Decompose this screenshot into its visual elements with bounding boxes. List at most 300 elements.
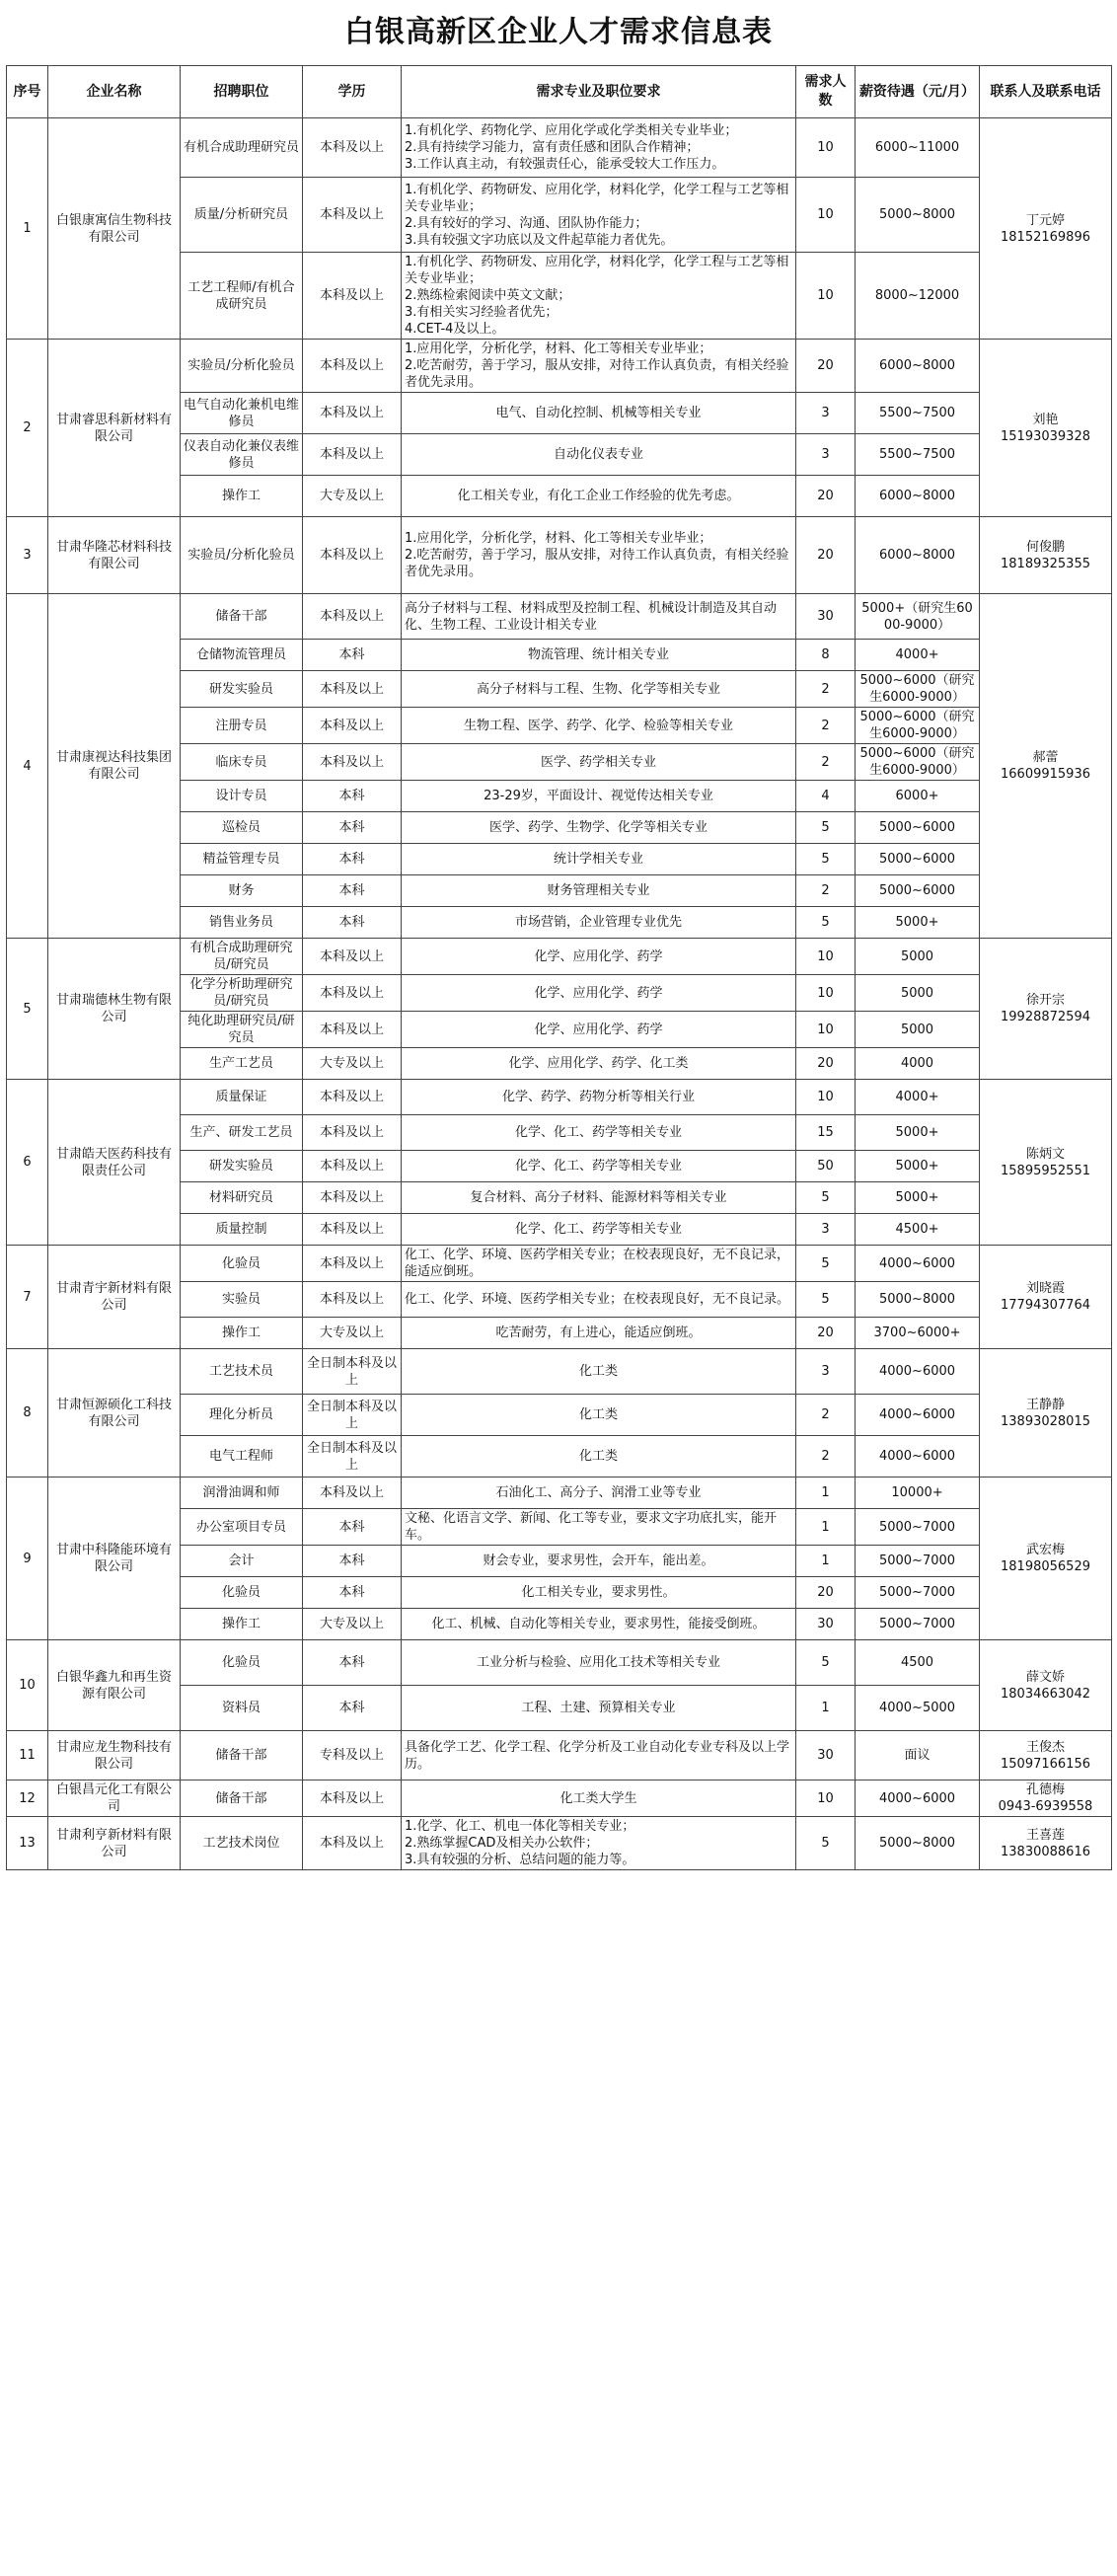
requirement-line: 2.熟练检索阅读中英文文献； xyxy=(405,288,571,303)
education-cell: 本科及以上 xyxy=(303,1477,402,1509)
salary-cell: 5000~6000（研究生6000-9000） xyxy=(856,708,980,744)
count-cell: 20 xyxy=(796,1048,856,1080)
table-row xyxy=(7,1477,1112,1509)
contact-name: 陈炳文 xyxy=(1025,1146,1065,1162)
count-cell: 2 xyxy=(796,671,856,708)
table-row xyxy=(7,1080,1112,1115)
requirements-cell xyxy=(402,1731,796,1780)
header-seq: 序号 xyxy=(7,66,48,118)
table-body xyxy=(7,118,1112,1870)
requirements-cell xyxy=(402,1817,796,1870)
seq-cell: 9 xyxy=(7,1477,48,1640)
requirements-cell xyxy=(402,812,796,844)
company-name-cell: 甘肃睿思科新材料有限公司 xyxy=(48,340,181,517)
count-cell: 20 xyxy=(796,517,856,594)
company-name-cell: 甘肃利亨新材料有限公司 xyxy=(48,1817,181,1870)
education-cell: 本科 xyxy=(303,1577,402,1609)
requirement-line: 23-29岁，平面设计、视觉传达相关专业 xyxy=(484,789,713,803)
requirements-cell xyxy=(402,1214,796,1246)
requirements-cell xyxy=(402,1151,796,1182)
education-cell: 本科 xyxy=(303,844,402,875)
contact-cell xyxy=(980,340,1112,517)
count-cell: 2 xyxy=(796,875,856,907)
salary-cell: 5000~6000（研究生6000-9000） xyxy=(856,671,980,708)
contact-name: 刘艳 xyxy=(1032,412,1059,427)
count-cell: 20 xyxy=(796,340,856,393)
requirements-cell xyxy=(402,907,796,939)
position-cell: 设计专员 xyxy=(181,781,303,812)
position-cell: 材料研究员 xyxy=(181,1182,303,1214)
count-cell: 10 xyxy=(796,253,856,340)
requirement-line: 医学、药学、生物学、化学等相关专业 xyxy=(488,820,707,835)
education-cell: 大专及以上 xyxy=(303,1048,402,1080)
position-cell: 精益管理专员 xyxy=(181,844,303,875)
position-cell: 化验员 xyxy=(181,1246,303,1282)
contact-cell xyxy=(980,1080,1112,1246)
education-cell: 本科及以上 xyxy=(303,708,402,744)
requirements-cell xyxy=(402,939,796,975)
requirement-line: 化学、药学、药物分析等相关行业 xyxy=(501,1090,695,1104)
position-cell: 实验员/分析化验员 xyxy=(181,517,303,594)
contact-phone: 17794307764 xyxy=(1001,1298,1090,1313)
position-cell: 化验员 xyxy=(181,1640,303,1686)
count-cell: 10 xyxy=(796,975,856,1012)
salary-cell: 5000 xyxy=(856,1012,980,1048)
count-cell: 30 xyxy=(796,1609,856,1640)
education-cell: 本科 xyxy=(303,640,402,671)
salary-cell: 6000~8000 xyxy=(856,476,980,517)
count-cell: 1 xyxy=(796,1546,856,1577)
header-position: 招聘职位 xyxy=(181,66,303,118)
position-cell: 质量控制 xyxy=(181,1214,303,1246)
education-cell: 本科及以上 xyxy=(303,1817,402,1870)
table-row xyxy=(7,1731,1112,1780)
company-name-cell: 甘肃康视达科技集团有限公司 xyxy=(48,594,181,939)
requirements-cell xyxy=(402,1509,796,1546)
education-cell: 本科及以上 xyxy=(303,1214,402,1246)
requirement-line: 化工相关专业，有化工企业工作经验的优先考虑。 xyxy=(457,489,740,503)
contact-phone: 19928872594 xyxy=(1001,1010,1090,1024)
table-row xyxy=(7,1246,1112,1282)
requirements-cell xyxy=(402,253,796,340)
requirements-cell xyxy=(402,1477,796,1509)
position-cell: 注册专员 xyxy=(181,708,303,744)
count-cell: 5 xyxy=(796,1282,856,1318)
requirement-line: 1.应用化学，分析化学，材料、化工等相关专业毕业； xyxy=(405,531,712,546)
salary-cell: 5000 xyxy=(856,975,980,1012)
seq-cell: 11 xyxy=(7,1731,48,1780)
count-cell: 20 xyxy=(796,476,856,517)
position-cell: 质量保证 xyxy=(181,1080,303,1115)
header-salary: 薪资待遇（元/月） xyxy=(856,66,980,118)
count-cell: 50 xyxy=(796,1151,856,1182)
count-cell: 4 xyxy=(796,781,856,812)
talent-demand-table xyxy=(6,65,1112,1870)
position-cell: 操作工 xyxy=(181,1609,303,1640)
position-cell: 储备干部 xyxy=(181,594,303,640)
contact-phone: 18198056529 xyxy=(1001,1559,1090,1574)
position-cell: 操作工 xyxy=(181,476,303,517)
position-cell: 生产、研发工艺员 xyxy=(181,1115,303,1151)
requirement-line: 吃苦耐劳，有上进心，能适应倒班。 xyxy=(495,1326,702,1340)
contact-phone: 15097166156 xyxy=(1001,1756,1090,1772)
salary-cell: 5000 xyxy=(856,939,980,975)
count-cell: 5 xyxy=(796,1640,856,1686)
education-cell: 本科及以上 xyxy=(303,1151,402,1182)
count-cell: 1 xyxy=(796,1477,856,1509)
position-cell: 储备干部 xyxy=(181,1780,303,1817)
requirement-line: 石油化工、高分子、润滑工业等专业 xyxy=(495,1485,702,1500)
requirement-line: 化工、化学、环境、医药学相关专业；在校表现良好，无不良记录，能适应倒班。 xyxy=(405,1248,790,1279)
contact-name: 郝蕾 xyxy=(1032,750,1059,765)
header-education: 学历 xyxy=(303,66,402,118)
requirement-line: 化工、化学、环境、医药学相关专业；在校表现良好，无不良记录。 xyxy=(405,1292,790,1307)
education-cell: 专科及以上 xyxy=(303,1731,402,1780)
table-row xyxy=(7,939,1112,975)
salary-cell: 4000 xyxy=(856,1048,980,1080)
count-cell: 5 xyxy=(796,907,856,939)
count-cell: 30 xyxy=(796,1731,856,1780)
salary-cell: 5000+（研究生6000-9000） xyxy=(856,594,980,640)
position-cell: 润滑油调和师 xyxy=(181,1477,303,1509)
education-cell: 本科及以上 xyxy=(303,1246,402,1282)
requirement-line: 化工类大学生 xyxy=(559,1790,637,1806)
seq-cell: 10 xyxy=(7,1640,48,1731)
education-cell: 全日制本科及以上 xyxy=(303,1349,402,1395)
education-cell: 本科 xyxy=(303,875,402,907)
contact-phone: 15193039328 xyxy=(1001,428,1090,444)
requirement-line: 1.有机化学、药物化学、应用化学或化学类相关专业毕业； xyxy=(405,123,738,138)
company-name-cell: 甘肃应龙生物科技有限公司 xyxy=(48,1731,181,1780)
salary-cell: 4000~6000 xyxy=(856,1246,980,1282)
contact-phone: 16609915936 xyxy=(1001,767,1090,782)
requirement-line: 电气、自动化控制、机械等相关专业 xyxy=(495,406,702,420)
seq-cell: 2 xyxy=(7,340,48,517)
salary-cell: 10000+ xyxy=(856,1477,980,1509)
salary-cell: 5000~6000 xyxy=(856,844,980,875)
requirement-line: 化学、化工、药学等相关专业 xyxy=(514,1222,682,1237)
education-cell: 大专及以上 xyxy=(303,1609,402,1640)
contact-name: 王俊杰 xyxy=(1025,1739,1065,1755)
seq-cell: 7 xyxy=(7,1246,48,1349)
count-cell: 3 xyxy=(796,393,856,434)
requirements-cell xyxy=(402,118,796,178)
contact-name: 何俊鹏 xyxy=(1025,539,1065,555)
requirements-cell xyxy=(402,875,796,907)
header-row xyxy=(7,66,1112,118)
salary-cell: 6000~8000 xyxy=(856,340,980,393)
education-cell: 本科及以上 xyxy=(303,118,402,178)
requirement-line: 2.吃苦耐劳，善于学习，服从安排，对待工作认真负责，有相关经验者优先录用。 xyxy=(405,548,789,579)
contact-name: 丁元婷 xyxy=(1025,212,1065,228)
education-cell: 全日制本科及以上 xyxy=(303,1436,402,1477)
education-cell: 本科 xyxy=(303,907,402,939)
education-cell: 本科及以上 xyxy=(303,939,402,975)
requirement-line: 2.吃苦耐劳，善于学习，服从安排，对待工作认真负责，有相关经验者优先录用。 xyxy=(405,358,789,390)
position-cell: 有机合成助理研究员/研究员 xyxy=(181,939,303,975)
education-cell: 本科 xyxy=(303,1509,402,1546)
contact-phone: 15895952551 xyxy=(1001,1163,1090,1178)
education-cell: 本科 xyxy=(303,1686,402,1731)
education-cell: 本科及以上 xyxy=(303,178,402,253)
requirements-cell xyxy=(402,1609,796,1640)
page-title: 白银高新区企业人才需求信息表 xyxy=(344,15,773,49)
requirement-line: 医学、药学相关专业 xyxy=(540,754,656,770)
company-name-cell: 甘肃瑞德林生物有限公司 xyxy=(48,939,181,1080)
company-name-cell: 甘肃皓天医药科技有限责任公司 xyxy=(48,1080,181,1246)
salary-cell: 3700~6000+ xyxy=(856,1318,980,1349)
contact-name: 王静静 xyxy=(1025,1397,1065,1412)
position-cell: 办公室项目专员 xyxy=(181,1509,303,1546)
contact-cell xyxy=(980,939,1112,1080)
contact-name: 孔德梅 xyxy=(1025,1782,1065,1797)
education-cell: 本科及以上 xyxy=(303,1012,402,1048)
requirement-line: 1.化学、化工、机电一体化等相关专业； xyxy=(405,1819,635,1834)
header-count: 需求人数 xyxy=(796,66,856,118)
salary-cell: 5500~7500 xyxy=(856,393,980,434)
salary-cell: 5000+ xyxy=(856,1182,980,1214)
position-cell: 工艺技术员 xyxy=(181,1349,303,1395)
requirement-line: 统计学相关专业 xyxy=(553,852,643,867)
requirements-cell xyxy=(402,1640,796,1686)
position-cell: 生产工艺员 xyxy=(181,1048,303,1080)
requirements-cell xyxy=(402,1395,796,1436)
contact-phone: 18034663042 xyxy=(1001,1686,1090,1702)
salary-cell: 面议 xyxy=(856,1731,980,1780)
position-cell: 资料员 xyxy=(181,1686,303,1731)
requirement-line: 3.工作认真主动，有较强责任心，能承受较大工作压力。 xyxy=(405,157,725,172)
requirement-line: 复合材料、高分子材料、能源材料等相关专业 xyxy=(470,1190,727,1205)
seq-cell: 1 xyxy=(7,118,48,340)
education-cell: 大专及以上 xyxy=(303,476,402,517)
salary-cell: 4000~6000 xyxy=(856,1436,980,1477)
requirement-line: 1.有机化学、药物研发、应用化学，材料化学，化学工程与工艺等相关专业毕业； xyxy=(405,255,789,286)
position-cell: 电气自动化兼机电维修员 xyxy=(181,393,303,434)
count-cell: 5 xyxy=(796,1817,856,1870)
count-cell: 10 xyxy=(796,1780,856,1817)
requirements-cell xyxy=(402,1349,796,1395)
table-row xyxy=(7,1349,1112,1395)
requirements-cell xyxy=(402,640,796,671)
salary-cell: 5000~7000 xyxy=(856,1577,980,1609)
table-row xyxy=(7,594,1112,640)
salary-cell: 4000~5000 xyxy=(856,1686,980,1731)
contact-cell xyxy=(980,1731,1112,1780)
salary-cell: 5000~7000 xyxy=(856,1509,980,1546)
count-cell: 1 xyxy=(796,1686,856,1731)
position-cell: 化验员 xyxy=(181,1577,303,1609)
count-cell: 20 xyxy=(796,1318,856,1349)
table-row xyxy=(7,118,1112,178)
requirement-line: 化学、化工、药学等相关专业 xyxy=(514,1125,682,1140)
requirement-line: 化工相关专业，要求男性。 xyxy=(521,1585,676,1600)
requirement-line: 化学、应用化学、药学 xyxy=(534,948,663,964)
count-cell: 8 xyxy=(796,640,856,671)
count-cell: 10 xyxy=(796,939,856,975)
salary-cell: 8000~12000 xyxy=(856,253,980,340)
table-row xyxy=(7,340,1112,393)
company-name-cell: 甘肃中科隆能环境有限公司 xyxy=(48,1477,181,1640)
requirements-cell xyxy=(402,1546,796,1577)
company-name-cell: 甘肃青宇新材料有限公司 xyxy=(48,1246,181,1349)
contact-cell xyxy=(980,1477,1112,1640)
requirement-line: 1.有机化学、药物研发、应用化学，材料化学，化学工程与工艺等相关专业毕业； xyxy=(405,182,789,214)
requirement-line: 化学、化工、药学等相关专业 xyxy=(514,1159,682,1174)
seq-cell: 8 xyxy=(7,1349,48,1477)
count-cell: 5 xyxy=(796,1246,856,1282)
requirement-line: 市场营销，企业管理专业优先 xyxy=(514,915,682,930)
salary-cell: 4000~6000 xyxy=(856,1780,980,1817)
requirement-line: 物流管理、统计相关专业 xyxy=(527,647,669,662)
table-row xyxy=(7,1640,1112,1686)
table-row xyxy=(7,1817,1112,1870)
table-row xyxy=(7,1780,1112,1817)
seq-cell: 13 xyxy=(7,1817,48,1870)
requirements-cell xyxy=(402,671,796,708)
count-cell: 30 xyxy=(796,594,856,640)
count-cell: 2 xyxy=(796,744,856,781)
salary-cell: 5000~8000 xyxy=(856,1817,980,1870)
education-cell: 本科及以上 xyxy=(303,393,402,434)
contact-name: 武宏梅 xyxy=(1025,1543,1065,1557)
education-cell: 本科及以上 xyxy=(303,1080,402,1115)
salary-cell: 5500~7500 xyxy=(856,434,980,476)
education-cell: 全日制本科及以上 xyxy=(303,1395,402,1436)
requirement-line: 化学、应用化学、药学、化工类 xyxy=(508,1056,689,1071)
contact-phone: 0943-6939558 xyxy=(998,1799,1093,1814)
count-cell: 10 xyxy=(796,178,856,253)
requirements-cell xyxy=(402,1577,796,1609)
company-name-cell: 白银昌元化工有限公司 xyxy=(48,1780,181,1817)
count-cell: 10 xyxy=(796,1012,856,1048)
requirement-line: 1.应用化学，分析化学，材料、化工等相关专业毕业； xyxy=(405,341,712,356)
requirements-cell xyxy=(402,393,796,434)
education-cell: 本科及以上 xyxy=(303,340,402,393)
salary-cell: 4000+ xyxy=(856,1080,980,1115)
requirements-cell xyxy=(402,1282,796,1318)
education-cell: 本科 xyxy=(303,1546,402,1577)
contact-name: 薛文娇 xyxy=(1025,1669,1065,1685)
seq-cell: 5 xyxy=(7,939,48,1080)
contact-name: 徐开宗 xyxy=(1025,993,1065,1008)
requirement-line: 2.熟练掌握CAD及相关办公软件； xyxy=(405,1836,599,1851)
salary-cell: 4500 xyxy=(856,1640,980,1686)
requirements-cell xyxy=(402,1182,796,1214)
header-requirements: 需求专业及职位要求 xyxy=(402,66,796,118)
requirement-line: 化工类 xyxy=(578,1364,618,1379)
requirement-line: 2.具有较好的学习、沟通、团队协作能力； xyxy=(405,215,648,231)
count-cell: 10 xyxy=(796,1080,856,1115)
salary-cell: 4000~6000 xyxy=(856,1395,980,1436)
requirements-cell xyxy=(402,340,796,393)
company-name-cell: 白银华鑫九和再生资源有限公司 xyxy=(48,1640,181,1731)
position-cell: 研发实验员 xyxy=(181,671,303,708)
count-cell: 1 xyxy=(796,1509,856,1546)
position-cell: 纯化助理研究员/研究员 xyxy=(181,1012,303,1048)
contact-phone: 18189325355 xyxy=(1001,556,1090,571)
requirements-cell xyxy=(402,744,796,781)
count-cell: 3 xyxy=(796,434,856,476)
salary-cell: 5000~6000 xyxy=(856,812,980,844)
count-cell: 5 xyxy=(796,1182,856,1214)
requirements-cell xyxy=(402,434,796,476)
contact-cell xyxy=(980,1780,1112,1817)
requirements-cell xyxy=(402,781,796,812)
salary-cell: 5000+ xyxy=(856,1151,980,1182)
contact-cell xyxy=(980,1349,1112,1477)
requirements-cell xyxy=(402,844,796,875)
contact-cell xyxy=(980,594,1112,939)
requirements-cell xyxy=(402,1115,796,1151)
requirements-cell xyxy=(402,594,796,640)
requirements-cell xyxy=(402,1048,796,1080)
education-cell: 大专及以上 xyxy=(303,1318,402,1349)
position-cell: 巡检员 xyxy=(181,812,303,844)
requirements-cell xyxy=(402,1246,796,1282)
contact-phone: 18152169896 xyxy=(1001,229,1090,245)
requirements-cell xyxy=(402,517,796,594)
requirements-cell xyxy=(402,476,796,517)
salary-cell: 5000~7000 xyxy=(856,1609,980,1640)
position-cell: 仓储物流管理员 xyxy=(181,640,303,671)
requirements-cell xyxy=(402,1436,796,1477)
requirement-line: 化工类 xyxy=(578,1407,618,1422)
salary-cell: 5000~6000 xyxy=(856,875,980,907)
position-cell: 储备干部 xyxy=(181,1731,303,1780)
education-cell: 本科及以上 xyxy=(303,1780,402,1817)
salary-cell: 4500+ xyxy=(856,1214,980,1246)
education-cell: 本科 xyxy=(303,1640,402,1686)
salary-cell: 6000~11000 xyxy=(856,118,980,178)
requirement-line: 财会专业，要求男性，会开车，能出差。 xyxy=(483,1553,714,1568)
count-cell: 5 xyxy=(796,844,856,875)
salary-cell: 6000~8000 xyxy=(856,517,980,594)
count-cell: 15 xyxy=(796,1115,856,1151)
education-cell: 本科及以上 xyxy=(303,594,402,640)
requirements-cell xyxy=(402,975,796,1012)
education-cell: 本科及以上 xyxy=(303,434,402,476)
seq-cell: 3 xyxy=(7,517,48,594)
seq-cell: 4 xyxy=(7,594,48,939)
contact-phone: 13893028015 xyxy=(1001,1413,1090,1429)
education-cell: 本科及以上 xyxy=(303,671,402,708)
position-cell: 财务 xyxy=(181,875,303,907)
position-cell: 化学分析助理研究员/研究员 xyxy=(181,975,303,1012)
requirement-line: 工业分析与检验、应用化工技术等相关专业 xyxy=(476,1655,720,1670)
position-cell: 销售业务员 xyxy=(181,907,303,939)
count-cell: 5 xyxy=(796,812,856,844)
salary-cell: 5000~8000 xyxy=(856,178,980,253)
company-name-cell: 甘肃华隆芯材料科技有限公司 xyxy=(48,517,181,594)
count-cell: 3 xyxy=(796,1349,856,1395)
requirement-line: 化工、机械、自动化等相关专业，要求男性，能接受倒班。 xyxy=(431,1617,766,1631)
education-cell: 本科 xyxy=(303,812,402,844)
salary-cell: 4000~6000 xyxy=(856,1349,980,1395)
education-cell: 本科及以上 xyxy=(303,1282,402,1318)
position-cell: 理化分析员 xyxy=(181,1395,303,1436)
count-cell: 2 xyxy=(796,1436,856,1477)
education-cell: 本科及以上 xyxy=(303,517,402,594)
requirements-cell xyxy=(402,1012,796,1048)
education-cell: 本科 xyxy=(303,781,402,812)
salary-cell: 6000+ xyxy=(856,781,980,812)
requirements-cell xyxy=(402,1318,796,1349)
requirement-line: 3.有相关实习经验者优先； xyxy=(405,305,558,320)
requirement-line: 高分子材料与工程、材料成型及控制工程、机械设计制造及其自动化、生物工程、工业设计相关专业 xyxy=(405,600,778,633)
position-cell: 质量/分析研究员 xyxy=(181,178,303,253)
count-cell: 3 xyxy=(796,1214,856,1246)
requirement-line: 自动化仪表专业 xyxy=(553,447,643,462)
